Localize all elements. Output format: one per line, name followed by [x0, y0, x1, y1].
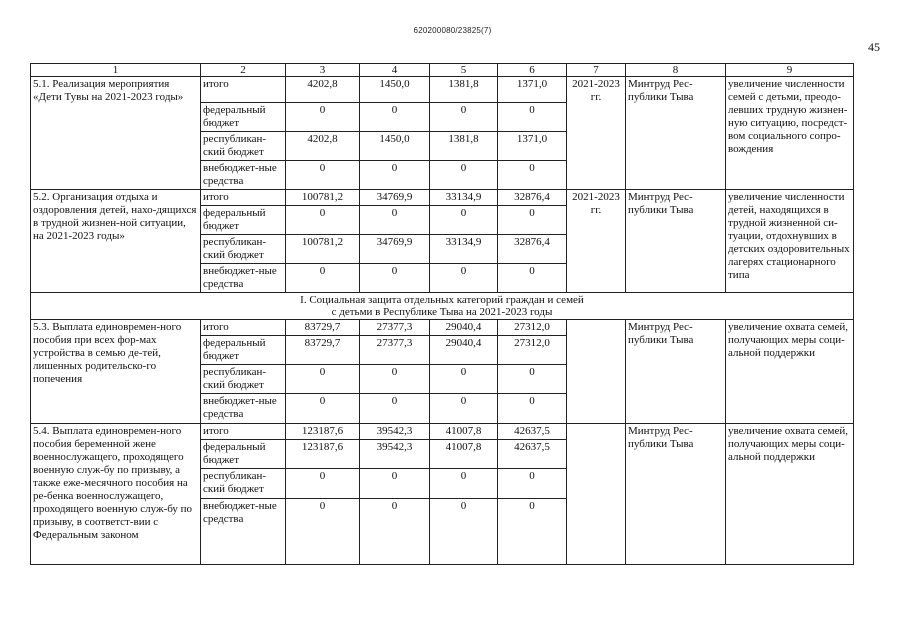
amount-total: 83729,7 — [286, 336, 360, 365]
amount-total: 100781,2 — [286, 235, 360, 264]
period — [567, 320, 626, 424]
amount-2022: 29040,4 — [430, 336, 498, 365]
amount-2021: 0 — [360, 103, 430, 132]
funding-source: внебюджет-ные средства — [201, 161, 286, 190]
expected-result: увеличение численности детей, находящихся в трудной жизненной си-туации, отдохнувших в детских оздоровительных лагерях стационарного типа — [726, 190, 854, 293]
section-title-line: I. Социальная защита отдельных категорий граждан и семей — [300, 294, 584, 306]
amount-2022: 1381,8 — [430, 132, 498, 161]
funding-source: итого — [201, 190, 286, 206]
funding-source: федеральный бюджет — [201, 206, 286, 235]
expected-result: увеличение численности семей с детьми, преодо-левших трудную жизнен-ную ситуацию, посредст-вом социального сопро-вождения — [726, 77, 854, 190]
table-row — [31, 190, 854, 206]
section-title-row — [31, 293, 854, 320]
funding-source: федеральный бюджет — [201, 336, 286, 365]
amount-2022: 0 — [430, 161, 498, 190]
executor: Минтруд Рес-публики Тыва — [626, 190, 726, 293]
amount-total: 83729,7 — [286, 320, 360, 336]
period — [567, 424, 626, 565]
funding-source: внебюджет-ные средства — [201, 394, 286, 424]
funding-source: республикан-ский бюджет — [201, 365, 286, 394]
amount-2022: 29040,4 — [430, 320, 498, 336]
funding-source: итого — [201, 77, 286, 103]
amount-2023: 1371,0 — [498, 77, 567, 103]
funding-source: итого — [201, 424, 286, 440]
column-number: 2 — [201, 64, 286, 77]
column-number: 4 — [360, 64, 430, 77]
amount-2022: 33134,9 — [430, 235, 498, 264]
amount-total: 123187,6 — [286, 440, 360, 469]
amount-2021: 0 — [360, 264, 430, 293]
amount-2022: 0 — [430, 394, 498, 424]
amount-total: 0 — [286, 206, 360, 235]
funding-source: федеральный бюджет — [201, 440, 286, 469]
executor: Минтруд Рес-публики Тыва — [626, 320, 726, 424]
amount-total: 0 — [286, 499, 360, 565]
column-number: 7 — [567, 64, 626, 77]
amount-2021: 1450,0 — [360, 77, 430, 103]
amount-2021: 0 — [360, 394, 430, 424]
amount-total: 4202,8 — [286, 132, 360, 161]
amount-2023: 42637,5 — [498, 440, 567, 469]
amount-2022: 0 — [430, 499, 498, 565]
amount-2022: 41007,8 — [430, 440, 498, 469]
amount-2023: 0 — [498, 206, 567, 235]
column-number: 5 — [430, 64, 498, 77]
executor: Минтруд Рес-публики Тыва — [626, 77, 726, 190]
amount-2023: 32876,4 — [498, 235, 567, 264]
amount-2023: 0 — [498, 394, 567, 424]
amount-2023: 1371,0 — [498, 132, 567, 161]
section-title — [31, 293, 854, 320]
measure-name: 5.2. Организация отдыха и оздоровления детей, нахо-дящихся в трудной жизнен-ной ситуации, на 2021-2023 годы» — [31, 190, 201, 293]
period: 2021-2023 гг. — [567, 77, 626, 190]
funding-source: республикан-ский бюджет — [201, 235, 286, 264]
measure-name: 5.1. Реализация мероприятия «Дети Тувы на 2021-2023 годы» — [31, 77, 201, 190]
funding-source: республикан-ский бюджет — [201, 469, 286, 499]
amount-2021: 0 — [360, 365, 430, 394]
column-number: 3 — [286, 64, 360, 77]
amount-2021: 27377,3 — [360, 320, 430, 336]
amount-2021: 0 — [360, 469, 430, 499]
amount-2022: 0 — [430, 103, 498, 132]
column-number-row — [31, 64, 854, 77]
funding-source: республикан-ский бюджет — [201, 132, 286, 161]
page-number: 45 — [868, 40, 880, 54]
amount-2023: 0 — [498, 499, 567, 565]
amount-total: 0 — [286, 469, 360, 499]
amount-2023: 0 — [498, 161, 567, 190]
funding-source: внебюджет-ные средства — [201, 264, 286, 293]
executor: Минтруд Рес-публики Тыва — [626, 424, 726, 565]
funding-source: внебюджет-ные средства — [201, 499, 286, 565]
measure-name: 5.4. Выплата единовремен-ного пособия беременной жене военнослужащего, проходящего военную служ-бу по призыву, а также еже-месячного пособия на ре-бенка военнослужащего, проходящего военную служ-бу по призыву, в соответст-вии с Федеральным законом — [31, 424, 201, 565]
expected-result: увеличение охвата семей, получающих меры соци-альной поддержки — [726, 424, 854, 565]
funding-source: итого — [201, 320, 286, 336]
amount-2021: 39542,3 — [360, 440, 430, 469]
amount-2023: 32876,4 — [498, 190, 567, 206]
column-number: 1 — [31, 64, 201, 77]
amount-2021: 1450,0 — [360, 132, 430, 161]
amount-2023: 0 — [498, 103, 567, 132]
amount-2022: 33134,9 — [430, 190, 498, 206]
column-number: 6 — [498, 64, 567, 77]
amount-total: 123187,6 — [286, 424, 360, 440]
amount-2023: 27312,0 — [498, 320, 567, 336]
amount-total: 0 — [286, 365, 360, 394]
column-number: 8 — [626, 64, 726, 77]
amount-2022: 0 — [430, 206, 498, 235]
amount-2023: 0 — [498, 365, 567, 394]
amount-total: 0 — [286, 161, 360, 190]
amount-total: 100781,2 — [286, 190, 360, 206]
amount-total: 0 — [286, 103, 360, 132]
column-number: 9 — [726, 64, 854, 77]
amount-2023: 0 — [498, 469, 567, 499]
amount-2021: 0 — [360, 161, 430, 190]
amount-total: 0 — [286, 394, 360, 424]
amount-2021: 39542,3 — [360, 424, 430, 440]
amount-2021: 27377,3 — [360, 336, 430, 365]
amount-total: 0 — [286, 264, 360, 293]
table-row — [31, 320, 854, 336]
amount-2021: 0 — [360, 499, 430, 565]
table-row — [31, 77, 854, 103]
amount-2023: 42637,5 — [498, 424, 567, 440]
amount-2022: 0 — [430, 365, 498, 394]
amount-2021: 34769,9 — [360, 190, 430, 206]
table-row — [31, 424, 854, 440]
funding-source: федеральный бюджет — [201, 103, 286, 132]
expected-result: увеличение охвата семей, получающих меры соци-альной поддержки — [726, 320, 854, 424]
amount-2022: 0 — [430, 469, 498, 499]
amount-2023: 0 — [498, 264, 567, 293]
measure-name: 5.3. Выплата единовремен-ного пособия при всех фор-мах устройства в семью де-тей, лишенных родительско-го попечения — [31, 320, 201, 424]
section-title-line: с детьми в Республике Тыва на 2021-2023 годы — [331, 306, 553, 318]
amount-2022: 0 — [430, 264, 498, 293]
document-id: 620200080/23825(7) — [413, 26, 492, 35]
amount-2021: 0 — [360, 206, 430, 235]
amount-2022: 41007,8 — [430, 424, 498, 440]
amount-2022: 1381,8 — [430, 77, 498, 103]
amount-2021: 34769,9 — [360, 235, 430, 264]
amount-2023: 27312,0 — [498, 336, 567, 365]
period: 2021-2023 гг. — [567, 190, 626, 293]
amount-total: 4202,8 — [286, 77, 360, 103]
program-table — [30, 63, 854, 565]
